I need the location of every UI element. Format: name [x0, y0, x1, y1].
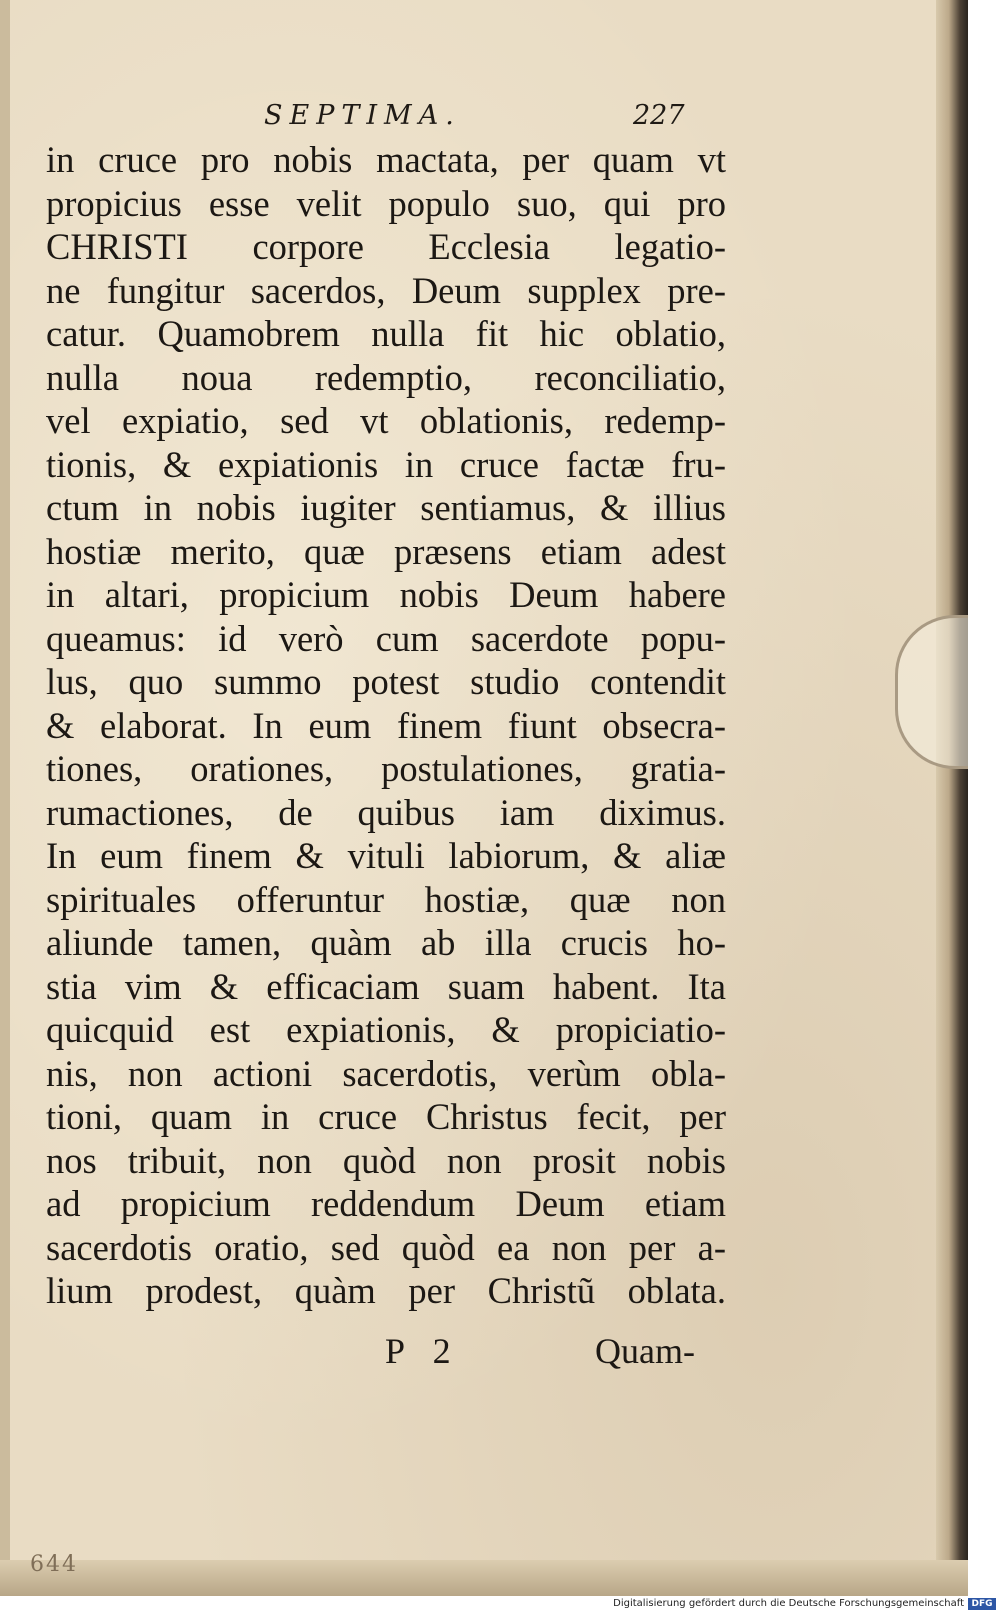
- text-line: lium prodest, quàm per Christũ oblata.: [46, 1270, 726, 1311]
- text-line: stia vim & efficaciam suam habent. Ita: [46, 965, 726, 1007]
- page-header: [0, 100, 968, 140]
- signature-mark: P 2: [385, 1331, 461, 1371]
- text-line: queamus: id verò cum sacerdote popu-: [46, 617, 726, 659]
- catchword: Quam-: [595, 1331, 695, 1371]
- text-line: tionis, & expiationis in cruce factæ fru-: [46, 443, 726, 485]
- text-line: spirituales offeruntur hostiæ, quæ non: [46, 878, 726, 920]
- page-footer: [0, 1330, 968, 1374]
- text-line: & elaborat. In eum finem fiunt obsecra-: [46, 704, 726, 746]
- text-line: tiones, orationes, postulationes, gratia-: [46, 748, 726, 789]
- text-line: in altari, propicium nobis Deum habere: [46, 574, 726, 615]
- text-line: rumactiones, de quibus iam diximus.: [46, 791, 726, 833]
- text-line: CHRISTI corpore Ecclesia legatio-: [46, 226, 726, 267]
- text-line: ad propicium reddendum Deum etiam: [46, 1183, 726, 1224]
- credit-text: Digitalisierung gefördert durch die Deutsche Forschungsgemeinschaft: [613, 1598, 964, 1609]
- running-title: SEPTIMA.: [264, 100, 461, 131]
- body-text: [46, 138, 726, 1313]
- text-line: in cruce pro nobis mactata, per quam vt: [46, 139, 726, 180]
- text-line: aliunde tamen, quàm ab illa crucis ho-: [46, 922, 726, 963]
- text-line: sacerdotis oratio, sed quòd ea non per a-: [46, 1226, 726, 1268]
- text-line: lus, quo summo potest studio contendit: [46, 661, 726, 702]
- text-line: hostiæ merito, quæ præsens etiam adest: [46, 530, 726, 572]
- text-line: catur. Quamobrem nulla fit hic oblatio,: [46, 313, 726, 354]
- text-line: nos tribuit, non quòd non prosit nobis: [46, 1139, 726, 1181]
- text-line: nulla noua redemptio, reconciliatio,: [46, 356, 726, 398]
- text-line: vel expiatio, sed vt oblationis, redemp-: [46, 400, 726, 441]
- text-line: propicius esse velit populo suo, qui pro: [46, 182, 726, 224]
- text-line: In eum finem & vituli labiorum, & aliæ: [46, 835, 726, 876]
- page-bottom-edge: [0, 1560, 968, 1596]
- text-line: quicquid est expiationis, & propiciatio-: [46, 1009, 726, 1050]
- text-line: ctum in nobis iugiter sentiamus, & illius: [46, 487, 726, 528]
- bottom-edge-mark: 644: [30, 1552, 78, 1577]
- page-number: 227: [633, 100, 685, 131]
- text-line: ne fungitur sacerdos, Deum supplex pre-: [46, 269, 726, 311]
- credit-bar: [0, 1596, 1000, 1612]
- text-line: nis, non actioni sacerdotis, verùm obla-: [46, 1052, 726, 1094]
- page-clip: [895, 615, 968, 769]
- text-line: tioni, quam in cruce Christus fecit, per: [46, 1096, 726, 1137]
- dfg-logo: DFG: [968, 1598, 996, 1610]
